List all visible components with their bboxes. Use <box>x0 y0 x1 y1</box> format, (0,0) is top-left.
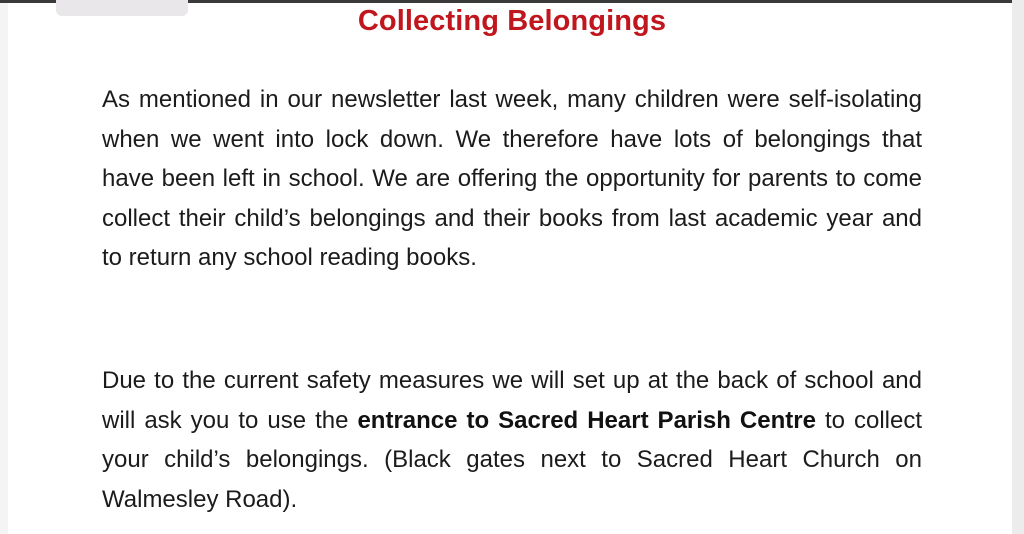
paragraph-collecting-info: As mentioned in our newsletter last week, many children were self-isolating when we went into lock down. We therefore have lots of belongings that have been left in school. We are offering the opportunity for parents to come collect their child’s belongings and their books from last academic year and to return any school reading books. <box>102 86 922 271</box>
paragraph-safety-measures <box>102 361 922 519</box>
entrance-location-emphasis: entrance to Sacred Heart Parish Centre <box>357 406 816 434</box>
right-edge-band <box>1012 0 1024 534</box>
paragraph-text-start: Due to the current safety measures we will set up at the back of school and will ask you to use the <box>102 367 922 434</box>
page-title: Collecting Belongings <box>357 5 667 37</box>
paragraph-text-end: to collect your child’s belongings. (Black gates next to Sacred Heart Church on Walmesley Road). <box>102 406 922 513</box>
